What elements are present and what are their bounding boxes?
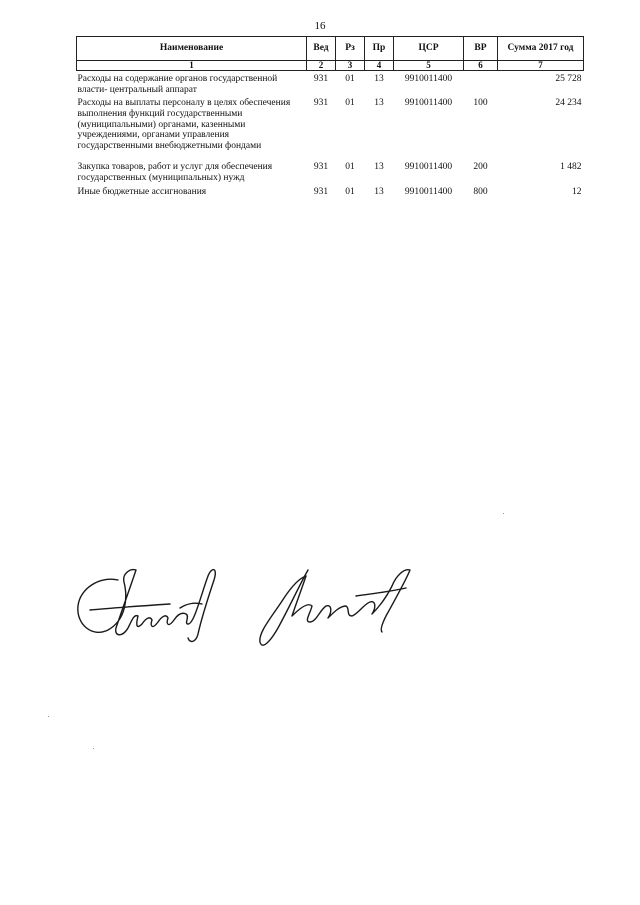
row-name: Расходы на выплаты персоналу в целях обеспечения выполнения функций государственными (муниципальными) органами, казенными учреждениями, органами управления государственными внебюджетными фондами <box>77 98 291 151</box>
row-sum: 24 234 <box>555 98 582 109</box>
row-csr: 9910011400 <box>404 186 453 197</box>
signature-right <box>260 570 410 645</box>
column-number: 2 <box>307 61 336 71</box>
row-sum: 1 482 <box>560 162 582 173</box>
row-sum: 12 <box>572 186 582 197</box>
row-ved: 931 <box>313 186 329 197</box>
column-number: 7 <box>498 61 584 71</box>
table-row <box>77 159 584 183</box>
handwritten-signatures <box>70 558 450 658</box>
scan-speck <box>48 716 49 717</box>
row-pr: 13 <box>374 98 384 109</box>
table-header-row <box>77 37 584 61</box>
row-name: Иные бюджетные ассигнования <box>77 186 207 197</box>
column-number: 4 <box>365 61 394 71</box>
header-rz: Рз <box>336 37 365 61</box>
row-name: Расходы на содержание органов государственной власти- центральный аппарат <box>77 74 278 95</box>
row-ved: 931 <box>313 74 329 84</box>
table-row <box>77 184 584 198</box>
row-vr: 100 <box>473 98 488 109</box>
column-number: 5 <box>394 61 464 71</box>
row-name: Закупка товаров, работ и услуг для обеспечения государственных (муниципальных) нужд <box>77 162 273 183</box>
page-number: 16 <box>314 20 326 32</box>
row-pr: 13 <box>374 162 384 173</box>
row-vr <box>464 71 498 96</box>
header-name: Наименование <box>77 37 307 61</box>
row-pr: 13 <box>374 186 384 197</box>
scan-speck <box>93 748 94 749</box>
header-vr: ВР <box>464 37 498 61</box>
scan-speck <box>503 513 504 514</box>
column-number: 1 <box>77 61 307 71</box>
header-csr: ЦСР <box>394 37 464 61</box>
budget-table <box>76 36 584 197</box>
column-number: 3 <box>336 61 365 71</box>
header-sum: Сумма 2017 год <box>498 37 584 61</box>
column-number: 6 <box>464 61 498 71</box>
row-csr: 9910011400 <box>404 162 453 173</box>
signatures <box>70 558 450 658</box>
row-rz: 01 <box>345 162 355 173</box>
row-rz: 01 <box>345 186 355 197</box>
row-vr: 200 <box>473 162 488 173</box>
row-rz: 01 <box>345 74 355 84</box>
header-ved: Вед <box>307 37 336 61</box>
row-rz: 01 <box>345 98 355 109</box>
table-row <box>77 95 584 159</box>
header-pr: Пр <box>365 37 394 61</box>
row-csr: 9910011400 <box>404 98 453 109</box>
column-number-row <box>77 61 584 71</box>
row-ved: 931 <box>313 162 329 173</box>
row-ved: 931 <box>313 98 329 109</box>
row-csr: 9910011400 <box>404 74 453 84</box>
row-pr: 13 <box>374 74 384 84</box>
row-sum: 25 728 <box>555 74 582 84</box>
row-vr: 800 <box>473 186 488 197</box>
table-row <box>77 71 584 96</box>
